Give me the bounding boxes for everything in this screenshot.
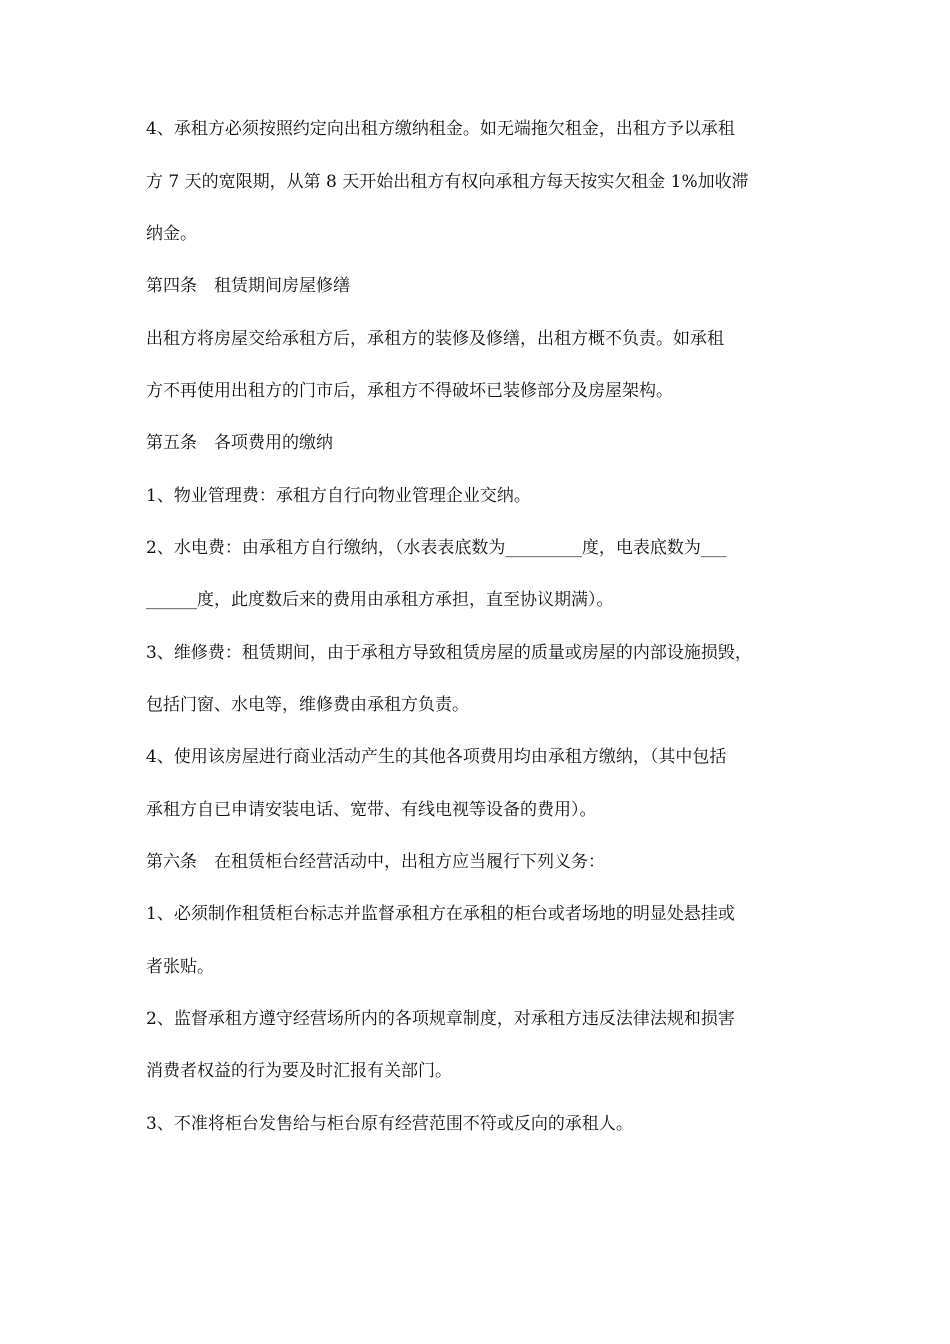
paragraph-line: 3、维修费：租赁期间，由于承租方导致租赁房屋的质量或房屋的内部设施损毁， bbox=[146, 643, 752, 663]
paragraph-line: 消费者权益的行为要及时汇报有关部门。 bbox=[146, 1061, 452, 1081]
section-heading: 第四条 租赁期间房屋修缮 bbox=[146, 276, 350, 296]
paragraph-line: 出租方将房屋交给承租方后，承租方的装修及修缮，出租方概不负责。如承租 bbox=[146, 329, 724, 349]
paragraph-line: 包括门窗、水电等，维修费由承租方负责。 bbox=[146, 695, 469, 715]
paragraph-line: 方 7 天的宽限期，从第 8 天开始出租方有权向承租方每天按实欠租金 1%加收滞 bbox=[146, 172, 749, 192]
paragraph-line: 4、承租方必须按照约定向出租方缴纳租金。如无端拖欠租金，出租方予以承租 bbox=[146, 119, 735, 139]
paragraph-line: ______度，此度数后来的费用由承租方承担，直至协议期满）。 bbox=[146, 590, 614, 610]
paragraph-line: 1、必须制作租赁柜台标志并监督承租方在承租的柜台或者场地的明显处悬挂或 bbox=[146, 904, 735, 924]
paragraph-line: 4、使用该房屋进行商业活动产生的其他各项费用均由承租方缴纳，（其中包括 bbox=[146, 747, 727, 767]
paragraph-line: 2、水电费：由承租方自行缴纳，（水表表底数为_________度，电表底数为___ bbox=[146, 538, 727, 558]
section-heading: 第五条 各项费用的缴纳 bbox=[146, 433, 333, 453]
paragraph-line: 者张贴。 bbox=[146, 957, 214, 977]
section-heading: 第六条 在租赁柜台经营活动中，出租方应当履行下列义务： bbox=[146, 852, 605, 872]
paragraph-line: 方不再使用出租方的门市后，承租方不得破坏已装修部分及房屋架构。 bbox=[146, 381, 673, 401]
paragraph-line: 承租方自已申请安装电话、宽带、有线电视等设备的费用）。 bbox=[146, 800, 597, 820]
paragraph-line: 3、不准将柜台发售给与柜台原有经营范围不符或反向的承租人。 bbox=[146, 1114, 633, 1134]
paragraph-line: 纳金。 bbox=[146, 224, 197, 244]
paragraph-line: 2、监督承租方遵守经营场所内的各项规章制度，对承租方违反法律法规和损害 bbox=[146, 1009, 735, 1029]
paragraph-line: 1、物业管理费：承租方自行向物业管理企业交纳。 bbox=[146, 486, 531, 506]
